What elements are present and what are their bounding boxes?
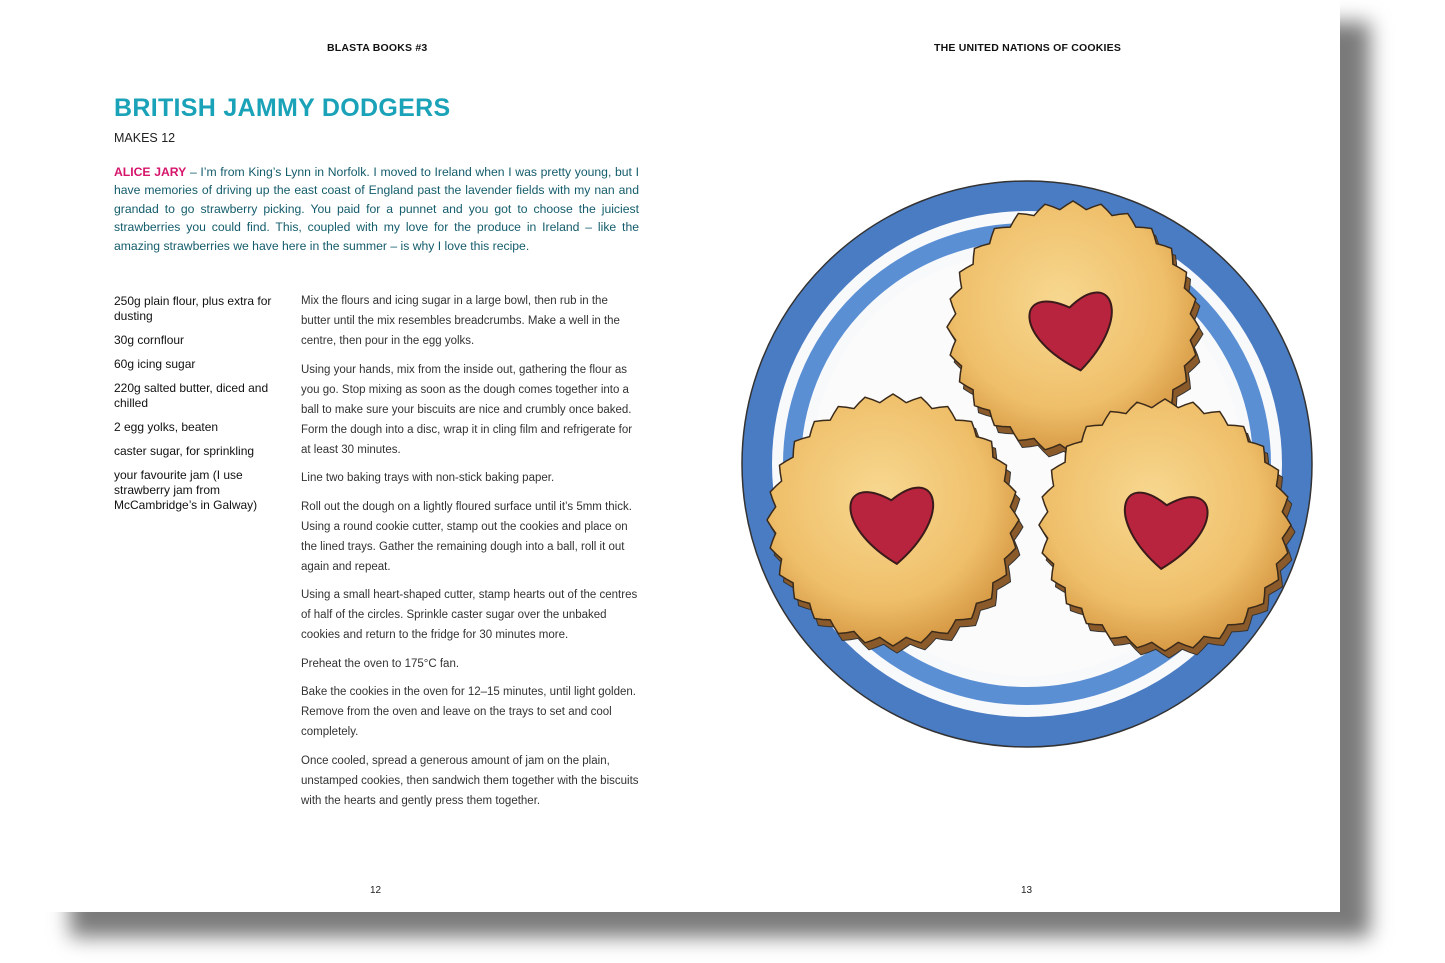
method-step: Bake the cookies in the oven for 12–15 minutes, until light golden. Remove from the oven and leave on the trays to set and cool completely. [301, 686, 636, 738]
ingredient: your favourite jam (I use strawberry jam from McCambridge’s in Galway) [114, 468, 258, 512]
ingredient: 30g cornflour [114, 333, 185, 347]
method-step: Mix the flours and icing sugar in a large bowl, then rub in the butter until the mix resembles breadcrumbs. Make a well in the centre, then pour in the egg yolks. [301, 295, 620, 347]
ingredient: 60g icing sugar [114, 357, 196, 371]
intro-author: ALICE JARY [114, 165, 187, 179]
ingredient: caster sugar, for sprinkling [114, 444, 255, 458]
right-running-head: THE UNITED NATIONS OF COOKIES [934, 42, 1122, 54]
jammy-dodgers-illustration [735, 175, 1325, 755]
method-step: Using your hands, mix from the inside out, gathering the flour as you go. Stop mixing as soon as the dough comes together into a ball to make sure your biscuits are nice and crumbly once baked. Form the dough into a disc, wrap it in cling film and refrigerate for at least 30 minutes. [301, 363, 633, 456]
recipe-intro [114, 163, 639, 255]
method-step: Preheat the oven to 175°C fan. [301, 657, 460, 670]
left-running-head: BLASTA BOOKS #3 [327, 42, 428, 54]
recipe-yield: MAKES 12 [114, 131, 176, 145]
ingredients-list [114, 294, 284, 522]
method-step: Once cooled, spread a generous amount of jam on the plain, unstamped cookies, then sandwich them together with the biscuits with the hearts and gently press them together. [301, 754, 639, 807]
intro-text: – I’m from King’s Lynn in Norfolk. I moved to Ireland when I was pretty young, but I have memories of driving up the east coast of England past the lavender fields with my nan and grandad to go strawberry picking. You paid for a punnet and you got to choose the juiciest strawberries you could find. This, coupled with my love for the produce in Ireland – like the amazing strawberries we have here in the summer – is why I love this recipe. [114, 165, 639, 253]
recipe-title: BRITISH JAMMY DODGERS [114, 94, 451, 122]
ingredient: 250g plain flour, plus extra for dusting [114, 294, 272, 323]
method-steps [301, 291, 639, 819]
method-step: Using a small heart-shaped cutter, stamp hearts out of the centres of half of the circles. Sprinkle caster sugar over the unbaked cookies and return to the fridge for 30 minutes more. [301, 589, 638, 641]
method-step: Line two baking trays with non-stick baking paper. [301, 472, 555, 484]
ingredient: 2 egg yolks, beaten [114, 420, 219, 434]
left-page-number: 12 [370, 885, 382, 896]
method-step: Roll out the dough on a lightly floured surface until it’s 5mm thick. Using a round cookie cutter, stamp out the cookies and place on the lined trays. Gather the remaining dough into a ball, roll it out again and repeat. [301, 500, 632, 573]
ingredient: 220g salted butter, diced and chilled [114, 381, 269, 410]
right-page-number: 13 [1021, 885, 1033, 896]
